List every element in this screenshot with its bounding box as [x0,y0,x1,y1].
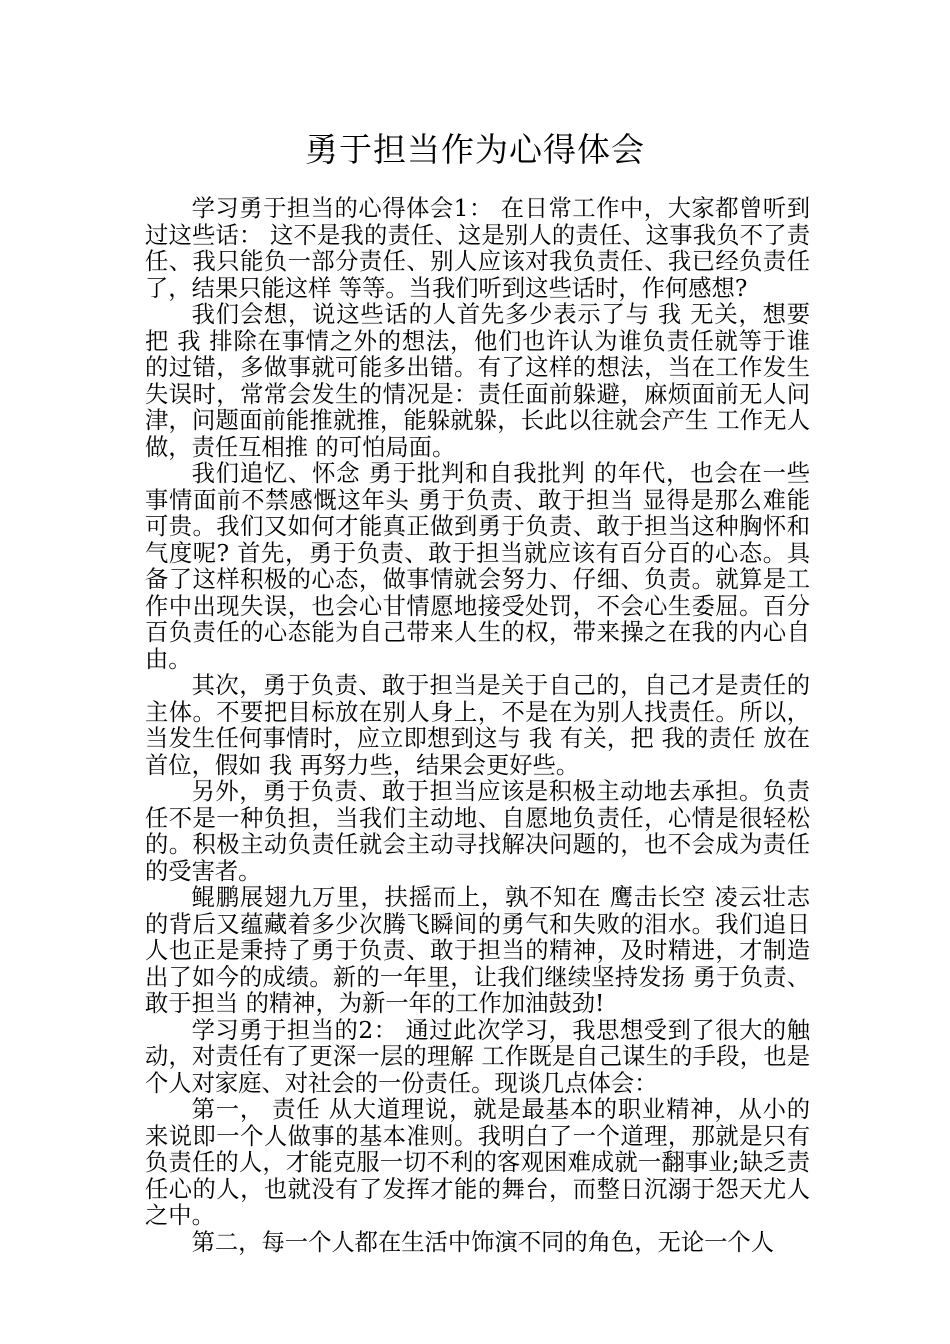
document-body [145,196,810,1256]
paragraph-2: 我们会想，说这些话的人首先多少表示了与 我 无关，想要把 我 排除在事情之外的想法，他们也许认为谁负责任就等于谁的过错，多做事就可能多出错。有了这样的想法，当在工作发生失误时，常常会发生的情况是：责任面前躲避，麻烦面前无人问津，问题面前能推就推，能躲就躲，长此以往就会产生 工作无人做，责任互相推 的可怕局面。 [145,301,810,461]
paragraph-6: 鲲鹏展翅九万里，扶摇而上，孰不知在 鹰击长空 凌云壮志的背后又蕴藏着多少次腾飞瞬间的勇气和失败的泪水。我们追日人也正是秉持了勇于负责、敢于担当的精神，及时精进，才制造出了如今的成绩。新的一年里，让我们继续坚持发扬 勇于负责、敢于担当 的精神，为新一年的工作加油鼓劲! [145,884,810,1017]
paragraph-9: 第二，每一个人都在生活中饰演不同的角色，无论一个人 [191,1228,775,1256]
paragraph-1: 学习勇于担当的心得体会1： 在日常工作中，大家都曾听到过这些话： 这不是我的责任、这是别人的责任、这事我负不了责任、我只能负一部分责任、别人应该对我负责任、我已经负责任了，结果只能这样 等等。当我们听到这些话时，作何感想? [145,195,810,302]
paragraph-5: 另外，勇于负责、敢于担当应该是积极主动地去承担。负责任不是一种负担，当我们主动地、自愿地负责任，心情是很轻松的。积极主动负责任就会主动寻找解决问题的，也不会成为责任的受害者。 [145,778,810,885]
paragraph-8: 第一， 责任 从大道理说，就是最基本的职业精神，从小的来说即一个人做事的基本准则。我明白了一个道理，那就是只有负责任的人，才能克服一切不利的客观困难成就一翻事业;缺乏责任心的人，也就没有了发挥才能的舞台，而整日沉溺于怨天尤人 之中。 [145,1096,810,1229]
paragraph-4: 其次，勇于负责、敢于担当是关于自己的，自己才是责任的主体。不要把目标放在别人身上，不是在为别人找责任。所以，当发生任何事情时，应立即想到这与 我 有关，把 我的责任 放在首位，假如 我 再努力些，结果会更好些。 [145,672,810,779]
paragraph-3: 我们追忆、怀念 勇于批判和自我批判 的年代，也会在一些事情面前不禁感慨这年头 勇于负责、敢于担当 显得是那么难能可贵。我们又如何才能真正做到勇于负责、敢于担当这种胸怀和气度呢? 首先，勇于负责、敢于担当就应该有百分百的心态。具备了这样积极的心态，做事情就会努力、仔细、负责。就算是工作中出现失误，也会心甘情愿地接受处罚，不会心生委屈。百分百负责任的心态能为自己带来人生的权，带来操之在我的内心自由。 [145,460,810,673]
paragraph-7: 学习勇于担当的2： 通过此次学习，我思想受到了很大的触动，对责任有了更深一层的理解 工作既是自己谋生的手段，也是个人对家庭、对社会的一份责任。现谈几点体会： [145,1016,810,1097]
document-title: 勇于担当作为心得体会 [305,130,645,169]
